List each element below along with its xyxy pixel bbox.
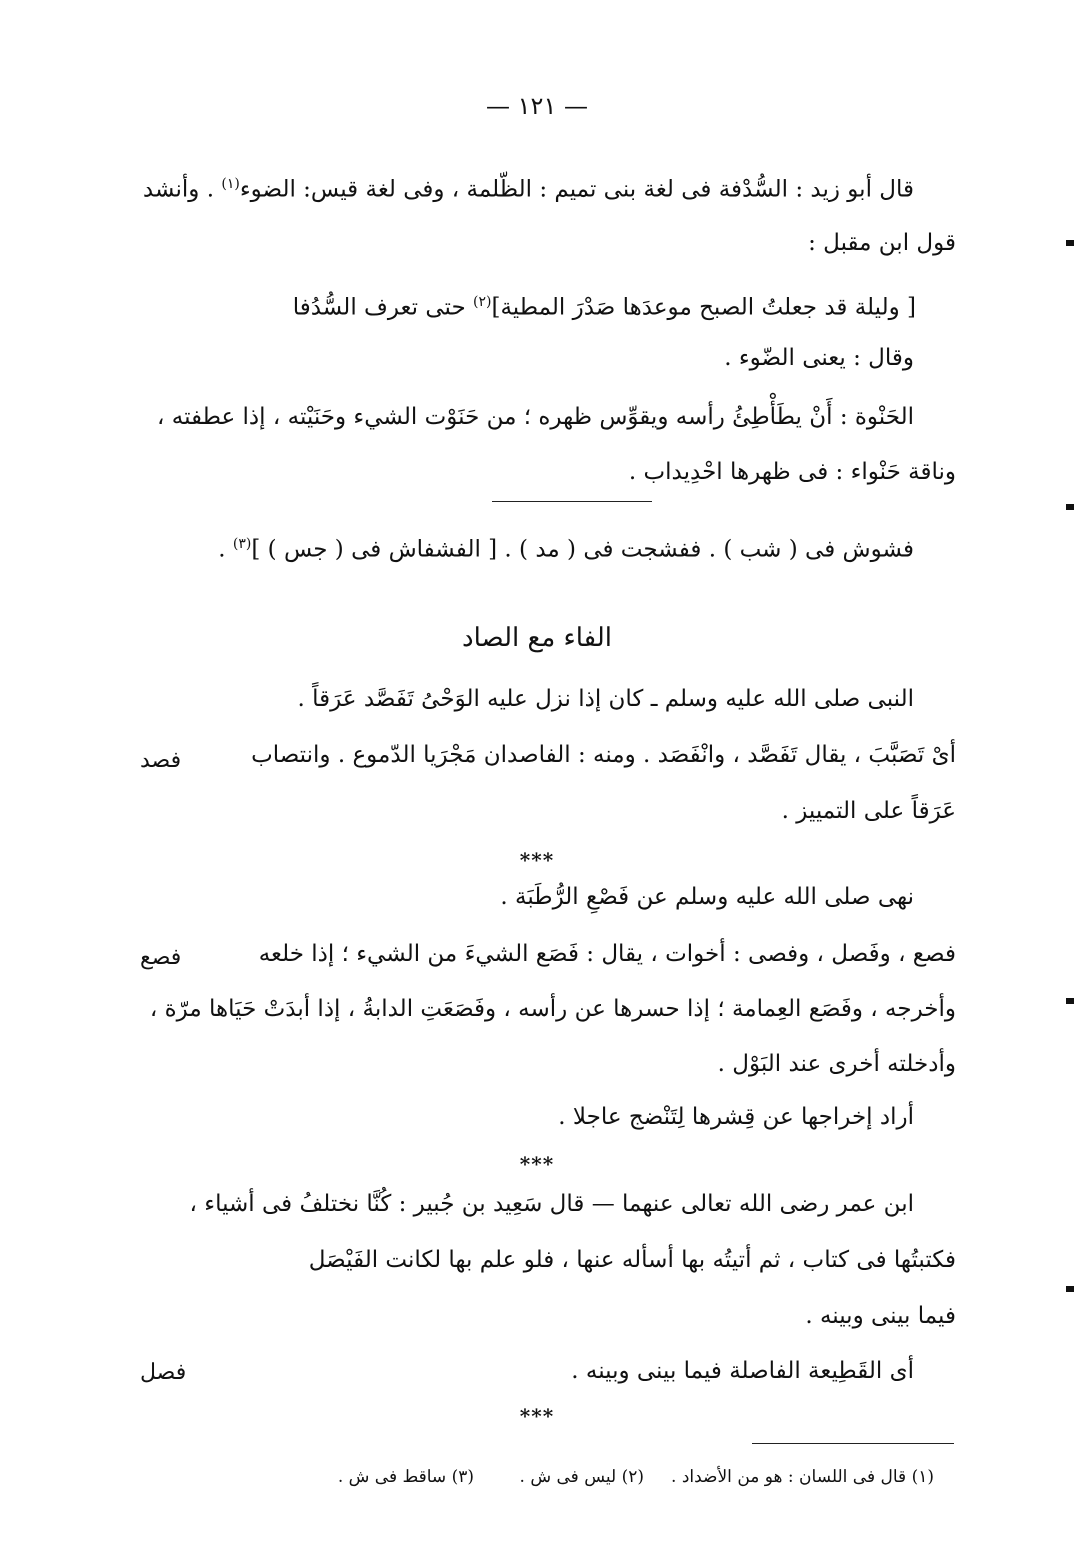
- text-line-6: وناقة حَنْواء : فى ظهرها احْدِيداب .: [628, 459, 956, 485]
- footnote-ref-2: (٢): [473, 294, 492, 310]
- text-line-4: وقال : يعنى الضّوء .: [724, 345, 914, 371]
- footnote-rule: [752, 1443, 954, 1444]
- margin-root-fasa: فصع: [140, 945, 182, 970]
- separator-rule: [492, 501, 652, 502]
- scan-edge-mark: [1066, 240, 1074, 246]
- section-title: الفاء مع الصاد: [462, 623, 612, 653]
- footnote-ref-1: (١): [221, 176, 240, 192]
- scan-edge-mark: [1066, 998, 1074, 1004]
- margin-root-fasal: فصل: [140, 1360, 187, 1385]
- text-line-2: قول ابن مقبل :: [808, 230, 956, 256]
- fasal-line-3: فيما بينى وبينه .: [805, 1303, 956, 1329]
- fasa-line-3: وأخرجه ، وفَصَع العِمامة ؛ إذا حسرها عن رأسه ، وفَصَعَتِ الدابةُ ، إذا أبدَتْ حَيَاها مرّة ،: [149, 996, 956, 1022]
- fasa-line-4: وأدخلته أخرى عند البَوْل .: [717, 1051, 956, 1077]
- fasa-line-5: أراد إخراجها عن قِشرها لِتَنْضج عاجلا .: [558, 1104, 914, 1130]
- footnote-1: (١) قال فى اللسان : هو من الأضداد .: [671, 1467, 934, 1487]
- scan-edge-mark: [1066, 504, 1074, 510]
- section-stars-3: ***: [519, 1404, 555, 1428]
- fasa-line-2: فصع ، وفَصل ، وفصى : أخوات ، يقال : فَصَع الشيءَ من الشيء ؛ إذا خلعه: [258, 941, 956, 967]
- fasad-line-3: عَرَقاً على التمييز .: [781, 798, 956, 824]
- footnote-3: (٣) ساقط فى ش .: [337, 1467, 474, 1487]
- section-stars-1: ***: [519, 848, 555, 872]
- fasal-line-2: فكتبتُها فى كتاب ، ثم أتيتُه بها أسأله عنها ، فلو علم بها لكانت الفَيْصَل: [308, 1247, 956, 1273]
- fasad-line-2: أىْ تَصَبَّبَ ، يقال تَفَصَّد ، وانْفَصَد . ومنه : الفاصدان مَجْرَيا الدّموع . وانتصاب: [251, 742, 956, 768]
- verse-line: [ وليلة قد جعلتُ الصبح موعدَها صَدْرَ المطية]$^{(٢)}$ حتى تعرف السُّدُفا: [292, 294, 916, 321]
- text-line-1: قال أبو زيد : السُّدْفة فى لغة بنى تميم : الظّلمة ، وفى لغة قيس: الضوء$^{(١)}$ . وأنشد: [142, 176, 914, 203]
- text-line-5: الحَنْوة : أَنْ يطَأْطِئُ رأسه ويقوِّس ظهره ؛ من حَنَوْت الشيء وحَنَيْته ، إذا عطفته ،: [157, 404, 914, 430]
- section-stars-2: ***: [519, 1152, 555, 1176]
- margin-root-fasad: فصد: [140, 748, 182, 773]
- footnote-ref-3: (٣): [232, 536, 252, 552]
- fasad-line-1: النبى صلى الله عليه وسلم ـ كان إذا نزل عليه الوَحْىُ تَفَصَّد عَرَقاً .: [297, 686, 914, 712]
- page-number: — ١٢١ —: [486, 92, 588, 120]
- fasal-line-1: ابن عمر رضى الله تعالى عنهما — قال سَعِيد بن جُبير : كُنَّا نختلفُ فى أشياء ،: [189, 1191, 914, 1217]
- fasal-line-4: أى القَطِيعة الفاصلة فيما بينى وبينه .: [571, 1358, 914, 1384]
- cross-reference-line: فشوش فى ( شب ) . ففشجت فى ( مد ) . [ الفشفاش فى ( جس ) ]$^{(٣)}$ .: [218, 536, 914, 563]
- footnote-2: (٢) ليس فى ش .: [519, 1467, 644, 1487]
- fasa-line-1: نهى صلى الله عليه وسلم عن فَصْعِ الرُّطَبَة .: [500, 884, 914, 910]
- scan-edge-mark: [1066, 1286, 1074, 1292]
